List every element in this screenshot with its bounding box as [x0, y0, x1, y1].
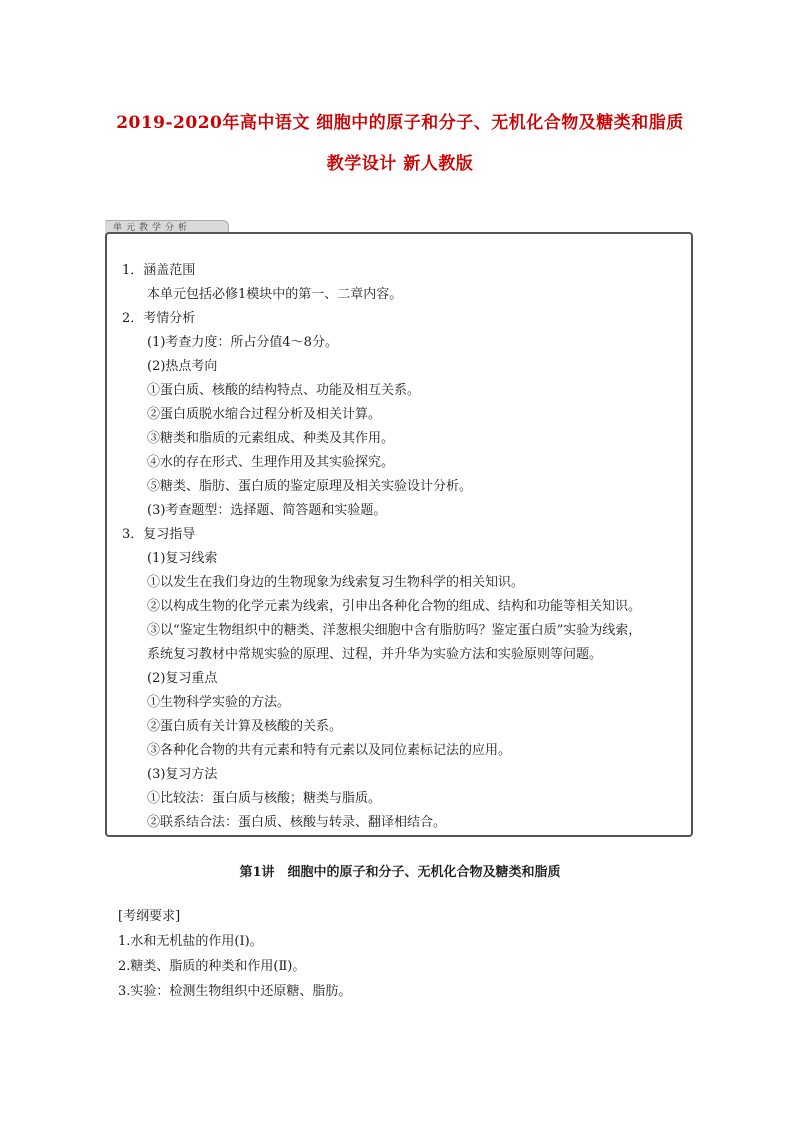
content-line: (2)热点考向 [147, 359, 218, 374]
lesson-title: 第1讲 细胞中的原子和分子、无机化合物及糖类和脂质 [239, 865, 561, 880]
requirement-item: 1.水和无机盐的作用(Ⅰ)。 [118, 934, 263, 949]
section-heading: 1．涵盖范围 [122, 263, 196, 278]
requirement-item: 2.糖类、脂质的种类和作用(Ⅱ)。 [118, 959, 306, 974]
content-line: ①生物科学实验的方法。 [147, 695, 291, 710]
content-line: ②以构成生物的化学元素为线索，引申出各种化合物的组成、结构和功能等相关知识。 [147, 599, 642, 614]
section-heading: 3．复习指导 [122, 527, 196, 542]
content-line: ②蛋白质有关计算及核酸的关系。 [147, 719, 343, 734]
content-line: ③以“鉴定生物组织中的糖类、洋葱根尖细胞中含有脂肪吗？鉴定蛋白质”实验为线索， [147, 623, 642, 638]
content-line: 系统复习教材中常规实验的原理、过程，并升华为实验方法和实验原则等问题。 [147, 647, 603, 662]
content-line: ②蛋白质脱水缩合过程分析及相关计算。 [147, 407, 382, 422]
requirements-heading: [考纲要求] [118, 909, 181, 924]
requirement-item: 3.实验：检测生物组织中还原糖、脂肪。 [118, 984, 352, 999]
content-line: (3)考查题型：选择题、简答题和实验题。 [147, 503, 387, 518]
content-line: ①比较法：蛋白质与核酸；糖类与脂质。 [147, 791, 382, 806]
content-line: ①以发生在我们身边的生物现象为线索复习生物科学的相关知识。 [147, 575, 525, 590]
content-line: ③各种化合物的共有元素和特有元素以及同位素标记法的应用。 [147, 743, 512, 758]
content-line: ③糖类和脂质的元素组成、种类及其作用。 [147, 431, 395, 446]
content-line: (1)复习线索 [147, 551, 218, 566]
section-heading: 2．考情分析 [122, 311, 196, 326]
content-line: ④水的存在形式、生理作用及其实验探究。 [147, 455, 395, 470]
content-line: (2)复习重点 [147, 671, 218, 686]
document-title-line-2: 教学设计 新人教版 [326, 154, 474, 174]
document-title-line-1: 2019-2020年高中语文 细胞中的原子和分子、无机化合物及糖类和脂质 [116, 113, 684, 133]
content-line: ②联系结合法：蛋白质、核酸与转录、翻译相结合。 [147, 815, 447, 830]
content-line: (1)考查力度：所占分值4～8分。 [147, 335, 338, 350]
content-line: ⑤糖类、脂肪、蛋白质的鉴定原理及相关实验设计分析。 [147, 479, 473, 494]
content-line: 本单元包括必修1模块中的第一、二章内容。 [147, 287, 403, 302]
content-line: (3)复习方法 [147, 767, 218, 782]
unit-analysis-tab: 单元教学分析 [105, 220, 229, 234]
content-line: ①蛋白质、核酸的结构特点、功能及相互关系。 [147, 383, 421, 398]
